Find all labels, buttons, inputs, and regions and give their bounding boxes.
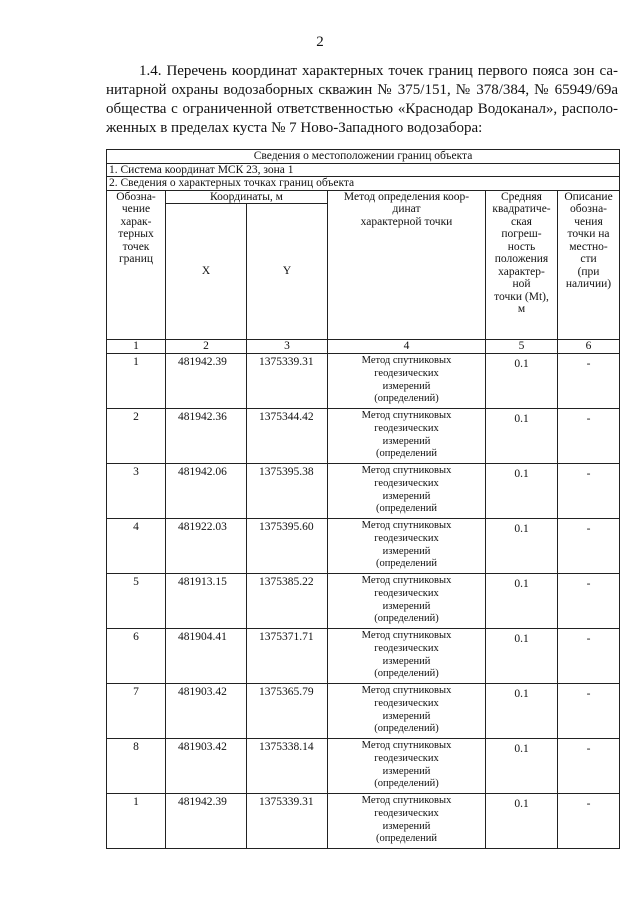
x-coordinate-cell: 481904.41 — [166, 629, 247, 684]
y-coordinate-cell: 1375385.22 — [247, 574, 328, 629]
x-coordinate-cell: 481942.06 — [166, 464, 247, 519]
y-coordinate-cell: 1375395.38 — [247, 464, 328, 519]
intro-paragraph — [106, 62, 618, 138]
table-row — [107, 409, 620, 464]
column-number: 6 — [558, 340, 620, 354]
table-row — [107, 354, 620, 409]
description-cell: - — [558, 464, 620, 519]
y-coordinate-cell: 1375371.71 — [247, 629, 328, 684]
point-number-cell: 8 — [107, 739, 166, 794]
mean-error-cell: 0.1 — [486, 574, 558, 629]
y-coordinate-cell: 1375339.31 — [247, 354, 328, 409]
column-number: 2 — [166, 340, 247, 354]
header-description: Описание обозна- чения точки на местно- сти (при наличии) — [558, 190, 620, 340]
y-coordinate-cell: 1375365.79 — [247, 684, 328, 739]
method-cell: Метод спутниковых геодезических измерений (определений) — [328, 629, 486, 684]
description-cell: - — [558, 794, 620, 849]
point-number-cell: 3 — [107, 464, 166, 519]
table-row — [107, 739, 620, 794]
description-cell: - — [558, 739, 620, 794]
table-row — [107, 519, 620, 574]
intro-line: общества с ограниченной ответственностью «Краснодар Водоканал», располо- — [106, 101, 618, 117]
method-cell: Метод спутниковых геодезических измерений (определений — [328, 794, 486, 849]
header-coordinates: Координаты, м — [166, 190, 328, 204]
coordinate-rows — [107, 354, 620, 849]
mean-error-cell: 0.1 — [486, 629, 558, 684]
column-number: 1 — [107, 340, 166, 354]
header-mean-error: Средняя квадратиче- ская погреш- ность положения характер- ной точки (Mt), м — [486, 190, 558, 340]
description-cell: - — [558, 629, 620, 684]
point-number-cell: 1 — [107, 794, 166, 849]
method-cell: Метод спутниковых геодезических измерений (определений — [328, 519, 486, 574]
x-coordinate-cell: 481903.42 — [166, 684, 247, 739]
method-cell: Метод спутниковых геодезических измерений (определений) — [328, 354, 486, 409]
intro-line: нитарной охраны водозаборных скважин № 375/151, № 378/384, № 65949/69а — [106, 82, 618, 98]
mean-error-cell: 0.1 — [486, 354, 558, 409]
intro-line: женных в пределах куста № 7 Ново-Западного водозабора: — [106, 120, 483, 136]
y-coordinate-cell: 1375338.14 — [247, 739, 328, 794]
x-coordinate-cell: 481913.15 — [166, 574, 247, 629]
point-number-cell: 5 — [107, 574, 166, 629]
page-number: 2 — [316, 34, 324, 50]
y-coordinate-cell: 1375395.60 — [247, 519, 328, 574]
column-number: 4 — [328, 340, 486, 354]
table-title: Сведения о местоположении границ объекта — [107, 150, 620, 164]
table-row — [107, 574, 620, 629]
y-coordinate-cell: 1375344.42 — [247, 409, 328, 464]
description-cell: - — [558, 354, 620, 409]
y-coordinate-cell: 1375339.31 — [247, 794, 328, 849]
coordinate-system-row: 1. Система координат МСК 23, зона 1 — [107, 163, 620, 177]
method-cell: Метод спутниковых геодезических измерений (определений — [328, 409, 486, 464]
header-y: Y — [247, 204, 328, 340]
mean-error-cell: 0.1 — [486, 519, 558, 574]
description-cell: - — [558, 574, 620, 629]
mean-error-cell: 0.1 — [486, 739, 558, 794]
points-section-row: 2. Сведения о характерных точках границ объекта — [107, 177, 620, 191]
table-row — [107, 684, 620, 739]
header-method: Метод определения коор- динат характерной точки — [328, 190, 486, 340]
method-cell: Метод спутниковых геодезических измерений (определений) — [328, 574, 486, 629]
x-coordinate-cell: 481903.42 — [166, 739, 247, 794]
point-number-cell: 1 — [107, 354, 166, 409]
mean-error-cell: 0.1 — [486, 794, 558, 849]
point-number-cell: 2 — [107, 409, 166, 464]
point-number-cell: 6 — [107, 629, 166, 684]
point-number-cell: 4 — [107, 519, 166, 574]
x-coordinate-cell: 481922.03 — [166, 519, 247, 574]
x-coordinate-cell: 481942.39 — [166, 354, 247, 409]
x-coordinate-cell: 481942.36 — [166, 409, 247, 464]
description-cell: - — [558, 409, 620, 464]
method-cell: Метод спутниковых геодезических измерений (определений) — [328, 684, 486, 739]
column-number: 3 — [247, 340, 328, 354]
point-number-cell: 7 — [107, 684, 166, 739]
method-cell: Метод спутниковых геодезических измерений (определений — [328, 464, 486, 519]
coordinates-table — [106, 149, 620, 849]
intro-line: 1.4. Перечень координат характерных точек границ первого пояса зон са- — [139, 63, 618, 79]
method-cell: Метод спутниковых геодезических измерений (определений) — [328, 739, 486, 794]
x-coordinate-cell: 481942.39 — [166, 794, 247, 849]
header-designation: Обозна- чение харак- терных точек границ — [107, 190, 166, 340]
table-row — [107, 464, 620, 519]
header-x: X — [166, 204, 247, 340]
mean-error-cell: 0.1 — [486, 684, 558, 739]
mean-error-cell: 0.1 — [486, 409, 558, 464]
table-row — [107, 794, 620, 849]
description-cell: - — [558, 684, 620, 739]
column-number: 5 — [486, 340, 558, 354]
table-row — [107, 629, 620, 684]
mean-error-cell: 0.1 — [486, 464, 558, 519]
description-cell: - — [558, 519, 620, 574]
